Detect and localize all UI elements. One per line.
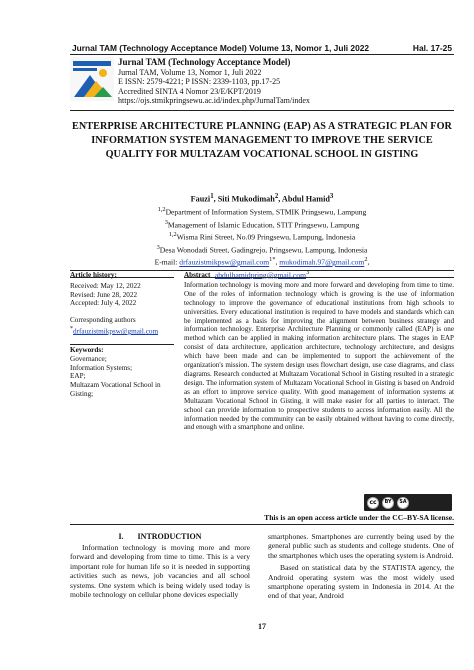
abstract-header: Abstract [184,271,211,279]
email-sep: , [275,257,280,267]
journal-name: Jurnal TAM (Technology Acceptance Model) [118,57,291,67]
page-range-header: Hal. 17-25 [412,43,452,53]
open-access-statement: This is an open access article under the CC–BY-SA license. [264,513,454,522]
by-icon: BY [382,497,394,509]
license-divider [70,524,454,525]
author-sup: 2 [274,193,279,200]
author-sep: , [213,194,218,204]
cc-license-badge[interactable] [364,494,452,511]
email-line [70,255,454,268]
author-sep: , [278,194,282,204]
keywords-header: Keywords: [70,346,104,354]
author-email-link[interactable]: mukodimah.97@gmail.com [279,257,365,267]
paper-title: ENTERPRISE ARCHITECTURE PLANNING (EAP) AS A STRATEGIC PLAN FOR INFORMATION SYSTEM MANAGEMENT TO IMPROVE THE SERVICE QUALITY FOR MULTAZAM VOCATIONAL SCHOOL IN GISTING [72,121,452,160]
author-name: Fauzi [190,194,211,204]
keyword-item: Multazam Vocational School in Gisting; [70,381,161,398]
author-email-link[interactable]: drfauzistmikpsw@gmail.com [179,257,270,267]
abstract-section [184,268,454,432]
sa-icon: SA [397,497,409,509]
intro-paragraph: Information technology is moving more and more forward and developing from time to time. This is a very important role for human life so it is needed in supporting activities such as news, job vacancies and all school systems. One system which is being widely used today is mobile technology on cellular phone devices especially [70,543,250,600]
affiliation-text: Management of Islamic Education, STIT Pringsewu, Lampung [167,220,360,230]
affiliation-line [70,205,454,218]
keyword-item: Governance; [70,354,107,363]
corresponding-email-link[interactable]: drfauzistmikpsw@gmail.com [73,327,159,336]
email-label: E-mail: [154,257,180,267]
author-email-link[interactable]: abdulhamidpring@gmail.com [214,270,306,280]
affiliation-text: Wisma Rini Street, No.09 Pringsewu, Lampung, Indonesia [176,232,356,242]
journal-issue-header: Jurnal TAM (Technology Acceptance Model) Volume 13, Nomor 1, Juli 2022 [72,43,370,53]
email-sup: 1* [269,256,276,264]
revised-date: Revised: June 28, 2022 [70,290,138,299]
journal-logo-icon [70,57,114,101]
email-sep: , [367,257,370,267]
corresponding-label: Corresponding authors [70,316,136,325]
received-date: Received: May 12, 2022 [70,281,141,290]
page-number: 17 [258,622,266,631]
author-sup: 3 [329,193,334,200]
keywords-top-rule [70,344,174,345]
corresponding-email-line [70,325,174,336]
intro-right-column [268,532,454,601]
keyword-item: EAP; [70,372,86,381]
affiliation-sup: 1,2 [168,231,177,239]
affiliation-sup: 3 [156,243,160,251]
email-sup: 3 [305,268,310,276]
affiliation-text: Department of Information System, STMIK Pringsewu, Lampung [165,207,367,217]
cc-icon: cc [367,497,379,509]
article-history-header: Article history: [70,271,117,279]
intro-left-column [70,543,250,599]
article-history [70,271,174,336]
affiliation-text: Desa Wonodadi Street, Gadingrejo, Pringsewu, Lampung, Indonesia [159,245,368,255]
author-name: Siti Mukodimah [217,194,275,204]
corresponding-sup: * [70,325,73,332]
keyword-item: Information Systems; [70,363,133,372]
intro-paragraph: smartphones. Smartphones are currently being used by the general public such as students and college students. One of the smartphones which uses the operating system is Android. [268,532,454,560]
email-sup: 2 [364,256,368,264]
affiliation-sup: 3 [164,218,168,226]
header-divider [70,54,454,55]
journal-volume-line: Jurnal TAM, Volume 13, Nomor 1, Juli 2022 [118,67,262,77]
journal-url-line[interactable]: https://ojs.stmikpringsewu.ac.id/index.php/JurnalTam/index [118,96,310,106]
keywords [70,346,174,399]
affiliation-sup: 1,2 [157,206,166,213]
journal-block-divider [70,110,454,111]
journal-issn-line: E ISSN: 2579-4221; P ISSN: 2339-1103, pp.17-25 [118,77,281,87]
intro-paragraph: Based on statistical data by the STATISTA agency, the Android operating system was the most widely used smartphone operating system in Indonesia in 2014. At the end of that year, Android [268,563,454,601]
affiliation-line [70,218,454,231]
affiliation-line [70,230,454,243]
abstract-text: Information technology is moving more and more forward and developing from time to time. One of the roles of information technology which is growing is the use of information technology to improve the governance of educational institutions from high schools to universities. Every educational institution is required to have models and standards which can be implemented as a basis for improving the alignment between business strategy and information technology. Enterprise Architecture Planning or commonly called (EAP) is one method which can be applied in making information architecture plans. The stages in EAP consist of data architecture, application architecture, technology architecture, and designs which have been made and can be implemented to support the achievement of the organization's mission. The system design uses flowchart design, use case diagrams, and class diagrams. Research conducted at Multazam Vocational School in Gisting resulted in a strategic design. The information system of Multazam Vocational School in Gisting is based on Android as an effort to improve service quality. With good management of information systems at Multazam Vocational School in Gisting, it will make easier for all parties to interact. The school can provide information to prospective students to access information easily. All the information needed by the community can be easily obtained without having to come directly, and enough with a smartphone and online. [184,280,454,432]
author-sup: 1 [210,193,214,200]
journal-accreditation-line: Accredited SINTA 4 Nomor 23/E/KPT/2019 [118,86,261,96]
author-name: Abdul Hamid [281,194,330,204]
affiliation-line [70,243,454,256]
journal-info-block [118,57,454,106]
accepted-date: Accepted: July 4, 2022 [70,299,137,308]
author-line [70,193,454,204]
introduction-heading: I. INTRODUCTION [118,532,202,541]
affiliations [70,205,454,280]
